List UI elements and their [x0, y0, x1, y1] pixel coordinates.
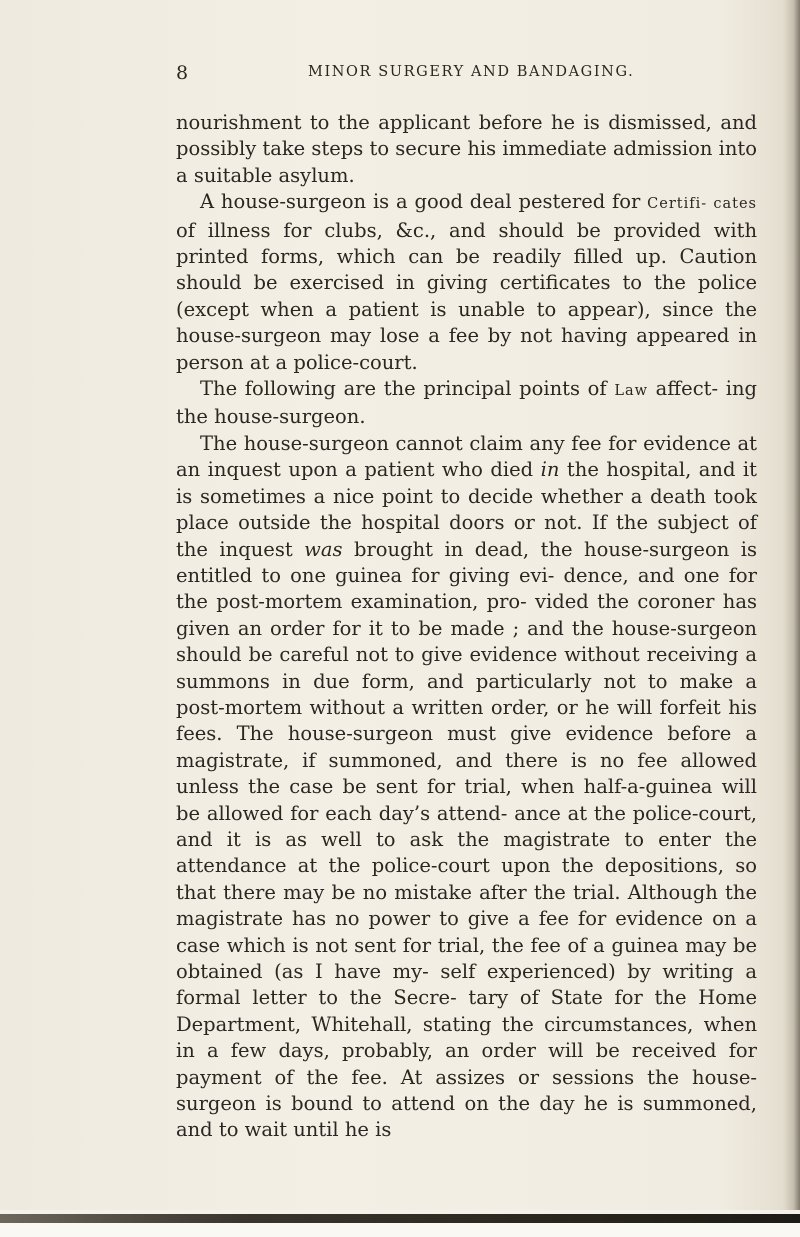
paragraph-text: A house-surgeon is a good deal pestered for: [200, 190, 648, 214]
paragraph-3: [176, 376, 757, 431]
italic-word: was: [304, 537, 343, 561]
paragraph-2: [176, 189, 757, 376]
page-number: 8: [176, 62, 189, 84]
paragraph-text: nourishment to the applicant before he is dismissed, and possibly take steps to secure his immediate admission into a suitable asylum.: [176, 111, 757, 187]
paragraph-text: The house-surgeon cannot claim any fee for evidence at an inquest upon a patient who died: [176, 431, 757, 482]
small-caps-term: Law: [614, 383, 648, 400]
paragraph-text: the hospital, and it is sometimes a nice point to decide whether a death took place outside the hospital doors or not. If the subject of the inquest: [176, 458, 757, 561]
paragraph-4: [176, 431, 757, 1144]
running-head: MINOR SURGERY AND BANDAGING.: [308, 64, 635, 80]
page-header: [0, 62, 800, 84]
paragraph-text: brought in dead, the house-surgeon is entitled to one guinea for giving evi- dence, and one for the post-mortem examination, pro- vided the coroner has given an order for it to be made ; and the house-surgeon should be careful not to give evidence without receiving a summons in due form, and particularly not to make a post-mortem without a written order, or he will forfeit his fees. The house-surgeon must give evidence before a magistrate, if summoned, and there is no fee allowed unless the case be sent for trial, when half-a-guinea will be allowed for each day’s attend- ance at the police-court, and it is as well to ask the magistrate to enter the attendance at the police-court upon the depositions, so that there may be no mistake after the trial. Although the magistrate has no power to give a fee for evidence on a case which is not sent for trial, the fee of a guinea may be obtained (as I have my- self experienced) by writing a formal letter to the Secre- tary of State for the Home Department, Whitehall, stating the circumstances, when in a few days, probably, an order will be received for payment of the fee. At assizes or sessions the house-surgeon is bound to attend on the day he is summoned, and to wait until he is: [176, 537, 757, 1142]
scan-margin: [0, 1223, 800, 1237]
page-edge-shadow: [784, 0, 800, 1237]
paragraph-text: The following are the principal points of: [200, 377, 615, 401]
bottom-scan-edge: [0, 1210, 800, 1237]
body-text: [176, 110, 757, 1144]
paragraph-1: [176, 110, 757, 189]
paragraph-text: of illness for clubs, &c., and should be provided with printed forms, which can be readily filled up. Caution should be exercised in giving certificates to the police (except when a patient is unable to appear), since the house-surgeon may lose a fee by not having appeared in person at a police-court.: [176, 218, 757, 374]
small-caps-term: Certifi- cates: [647, 196, 758, 213]
italic-word: in: [540, 458, 560, 482]
scan-shadow-strip: [0, 1214, 800, 1223]
paragraph-text: affect- ing the house-surgeon.: [176, 377, 757, 429]
